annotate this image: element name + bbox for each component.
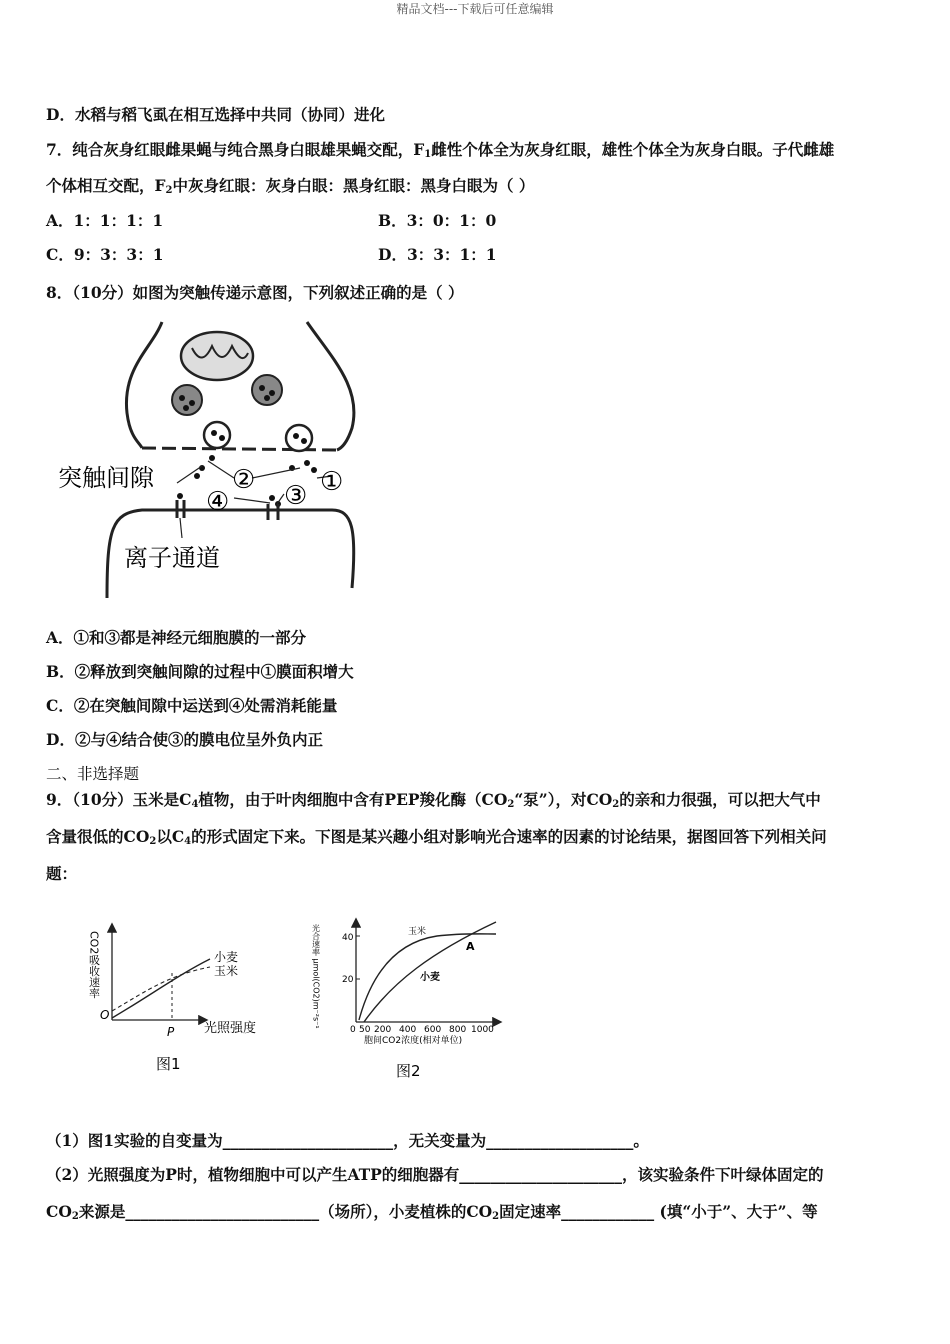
presynaptic-membrane-right (307, 322, 354, 450)
q9-stem-line3: 题： (46, 864, 78, 883)
fig1-origin: O (100, 1008, 110, 1022)
fig2-xtick-400: 400 (399, 1025, 417, 1035)
fig1-caption: 图1 (156, 1055, 181, 1073)
fig2-ytick-40: 40 (342, 933, 354, 943)
fig1-legend-wheat: 小麦 (214, 950, 239, 964)
q9-part1: （1）图1实验的自变量为______________________，无关变量为___________________。 (46, 1131, 649, 1150)
fig2-xlabel: 胞间CO2浓度(相对单位) (364, 1036, 463, 1046)
fig2-xtick-600: 600 (424, 1025, 442, 1035)
fig1-ylabel: CO2吸收速率 (88, 931, 101, 999)
section-heading: 二、非选择题 (46, 765, 140, 783)
vesicle-fusing (286, 425, 312, 451)
fig2-xtick-1000: 1000 (471, 1025, 494, 1035)
fig1-legend-corn: 玉米 (214, 964, 239, 978)
curve-corn (112, 967, 210, 1011)
q7-option-b: B．3：0：1：0 (378, 211, 497, 230)
q9-part2-line2: $CO_2$来源是_________________________（场所），小麦植株的$CO_2$固定速率____________ (填“小于”、大于”、等 (46, 1202, 818, 1222)
q7-stem-line2: 个体相互交配，$F_2$中灰身红眼：灰身白眼：黑身红眼：黑身白眼为（ ） (46, 176, 535, 196)
label-3: ③ (284, 481, 308, 511)
q7-option-a: A．1：1：1：1 (46, 211, 164, 230)
fig2-ylabel: 光合速率 μmol(CO2)m⁻²s⁻¹ (312, 924, 321, 1029)
label-ion-channel: 离子通道 (124, 544, 220, 572)
q7-option-c: C．9：3：3：1 (46, 245, 164, 264)
q7-option-d: D．3：3：1：1 (378, 245, 497, 264)
fig1-xlabel: 光照强度 (204, 1021, 257, 1036)
q6-option-d: D．水稻与稻飞虱在相互选择中共同（协同）进化 (46, 105, 385, 124)
q7-stem-line1: 7．纯合灰身红眼雌果蝇与纯合黑身白眼雄果蝇交配，$F_1$雌性个体全为灰身红眼，雄性个体全为灰身白眼。子代雌雄 (46, 140, 835, 160)
vesicle-fusing (204, 422, 230, 448)
label-synaptic-cleft: 突触间隙 (58, 464, 154, 492)
fig2-xtick-0: 0 (350, 1025, 356, 1035)
fig1-p: P (167, 1025, 175, 1039)
fig2-point-a: A (466, 940, 475, 953)
presynaptic-membrane-left (126, 322, 162, 448)
figure-2 (312, 912, 512, 1084)
synapse-diagram (52, 318, 372, 598)
q8-option-a: A．①和③都是神经元细胞膜的一部分 (46, 628, 307, 647)
fig2-legend-corn: 玉米 (408, 927, 427, 937)
label-4: ④ (206, 487, 230, 517)
fig2-xtick-800: 800 (449, 1025, 467, 1035)
q8-stem: 8．（10分）如图为突触传递示意图，下列叙述正确的是（ ） (46, 283, 464, 302)
figure-1 (88, 915, 278, 1085)
fig2-xtick-200: 200 (374, 1025, 392, 1035)
fig2-ytick-20: 20 (342, 975, 354, 985)
fig2-caption: 图2 (396, 1062, 421, 1080)
fig2-xtick-50: 50 (359, 1025, 371, 1035)
q8-option-d: D．②与④结合使③的膜电位呈外负内正 (46, 730, 323, 749)
label-1: ① (320, 467, 344, 497)
label-2: ② (232, 465, 256, 495)
q8-option-c: C．②在突触间隙中运送到④处需消耗能量 (46, 696, 338, 715)
q9-stem-line2: 含量很低的$CO_2$以$C_4$的形式固定下来。下图是某兴趣小组对影响光合速率的因素的讨论结果，据图回答下列相关问 (46, 827, 827, 847)
q8-option-b: B．②释放到突触间隙的过程中①膜面积增大 (46, 662, 354, 681)
mitochondrion (181, 332, 253, 380)
page-header: 精品文档---下载后可任意编辑 (396, 2, 554, 16)
q9-part2-line1: （2）光照强度为P时，植物细胞中可以产生ATP的细胞器有_____________________，该实验条件下叶绿体固定的 (46, 1165, 824, 1184)
fig2-legend-wheat: 小麦 (420, 972, 440, 983)
curve-wheat (112, 959, 210, 1018)
q9-stem-line1: 9．（10分）玉米是$C_4$植物，由于叶肉细胞中含有PEP羧化酶（$CO_2“$泵”），对$CO_2$的亲和力很强，可以把大气中 (46, 790, 821, 810)
